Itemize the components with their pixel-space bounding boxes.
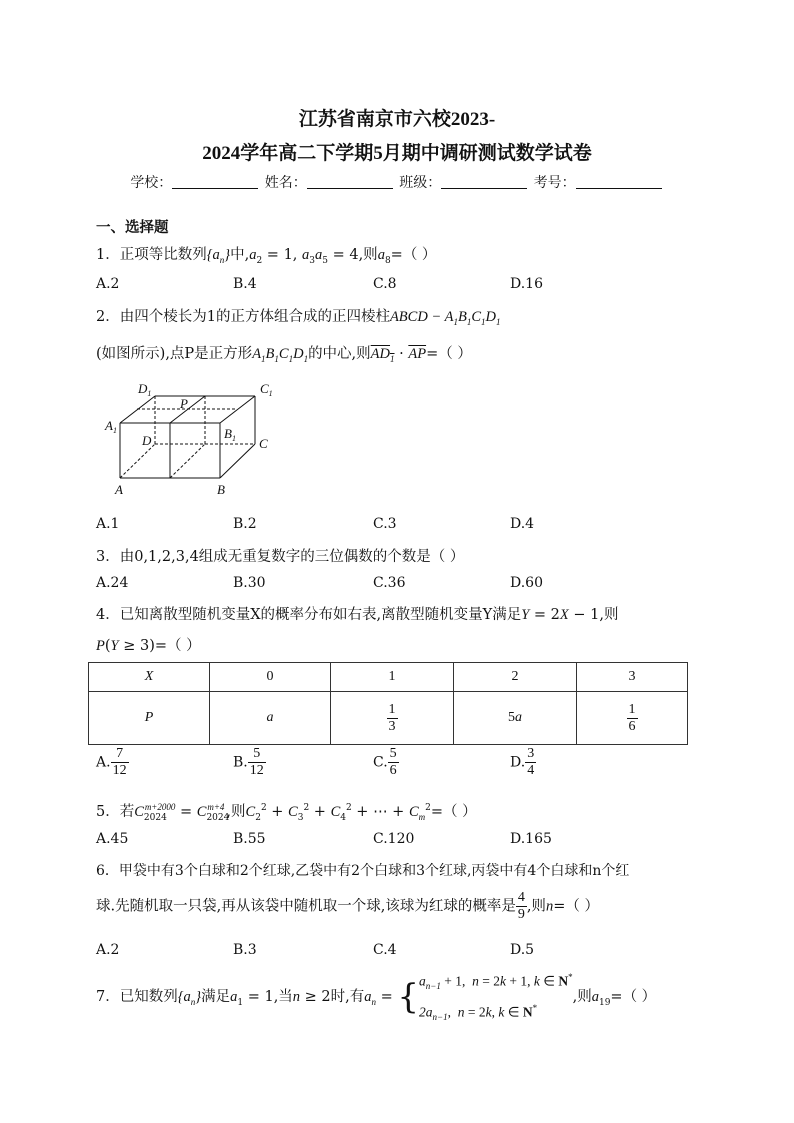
- name-blank[interactable]: [307, 174, 393, 189]
- q3-stem: 3．由0,1,2,3,4组成无重复数字的三位偶数的个数是（ ）: [96, 549, 465, 565]
- q5-option-d[interactable]: D.165: [510, 831, 552, 847]
- q6-option-d[interactable]: D.5: [510, 942, 535, 958]
- q4-option-c[interactable]: C. $\frac{5}{6}$: [373, 746, 397, 778]
- label-c: C: [259, 436, 268, 451]
- label-p: P: [180, 396, 188, 411]
- exam-title-line2: 2024学年高二下学期5月期中调研测试数学试卷: [202, 143, 592, 164]
- q5-option-a[interactable]: A.45: [96, 831, 129, 847]
- name-label: 姓名：: [264, 175, 307, 191]
- q3-option-a[interactable]: A.24: [96, 575, 129, 591]
- q1-stem: 1．正项等比数列$\{a_n\}$中$,a_2 = 1$, $a_3a_5 = 4$,则$a_8=$（ ）: [96, 247, 437, 266]
- label-b: B: [217, 482, 225, 497]
- q3-option-d[interactable]: D.60: [510, 575, 543, 591]
- q6-option-c[interactable]: C.4: [373, 942, 397, 958]
- q3-option-c[interactable]: C.36: [373, 575, 406, 591]
- q4-stem-line2: P(Y ≥ 3)=（ ）: [96, 638, 201, 654]
- q6-option-b[interactable]: B.3: [233, 942, 257, 958]
- label-a: A: [115, 482, 123, 497]
- table-cell: P: [89, 692, 210, 745]
- q7-stem: 7．已知数列$\{a_n\}$满足$a_1 = 1$,当n ≥ 2时,有$a_n$ = { $a_{n-1} + 1$, n = 2k + 1, k ∈ N* $2a_{n-1}$, n = 2k, k ∈ N* ,则$a_{19}=$（ ）: [96, 972, 657, 1023]
- table-row: [89, 692, 688, 745]
- table-cell: $\frac{1}{3}$: [331, 692, 454, 745]
- label-a1: $A_1$: [105, 418, 117, 435]
- class-blank[interactable]: [441, 174, 527, 189]
- q1-option-b[interactable]: B.4: [233, 276, 257, 292]
- exam-number-label: 考号：: [533, 175, 576, 191]
- q5-option-c[interactable]: C.120: [373, 831, 415, 847]
- school-label: 学校：: [130, 175, 173, 191]
- q1-option-c[interactable]: C.8: [373, 276, 397, 292]
- label-d: D: [142, 433, 152, 448]
- q6-stem-line2: 球.先随机取一只袋,再从该袋中随机取一个球,该球为红球的概率是 $\frac{4}{9}$ ,则n=（ ）: [96, 890, 599, 922]
- table-cell: X: [89, 663, 210, 692]
- q2-option-c[interactable]: C.3: [373, 516, 397, 532]
- label-b1: $B_1$: [224, 426, 236, 443]
- school-blank[interactable]: [172, 174, 258, 189]
- table-row: [89, 663, 688, 692]
- exam-title-line1: 江苏省南京市六校2023-: [298, 109, 496, 130]
- q2-option-a[interactable]: A.1: [96, 516, 120, 532]
- q6-option-a[interactable]: A.2: [96, 942, 120, 958]
- q4-option-b[interactable]: B. $\frac{5}{12}$: [233, 746, 264, 778]
- q1-option-d[interactable]: D.16: [510, 276, 543, 292]
- table-cell: a: [210, 692, 331, 745]
- q4-option-d[interactable]: D. $\frac{3}{4}$: [510, 746, 535, 778]
- q6-stem-line1: 6．甲袋中有3个白球和2个红球,乙袋中有2个白球和3个红球,丙袋中有4个白球和n个红: [96, 863, 630, 879]
- label-c1: $C_1$: [260, 381, 273, 398]
- table-cell: 1: [331, 663, 454, 692]
- prism-figure: [100, 378, 280, 500]
- q1-option-a[interactable]: A.2: [96, 276, 120, 292]
- student-info-row: [0, 172, 794, 192]
- q2-option-b[interactable]: B.2: [233, 516, 257, 532]
- table-cell: 5a: [454, 692, 577, 745]
- q2-stem-line2: (如图所示),点P是正方形$A_1B_1C_1D_1$的中心,则$AD_1 \cdot \overline{AP}=$（ ）: [96, 346, 472, 364]
- table-cell: 0: [210, 663, 331, 692]
- q2-stem-line1: 2．由四个棱长为1的正方体组合成的正四棱柱ABCD − $A_1B_1C_1D_1$: [96, 309, 501, 327]
- distribution-table: [88, 662, 688, 745]
- q5-stem: 5．若$C_{2024}^{m+2000} = C_{2024}^{m+4}$ ,则$C_2^2 + C_3^2 + C_4^2$ + ⋯ + $C_m^2=$（ ）: [96, 802, 477, 823]
- section-heading: 一、选择题: [96, 219, 169, 236]
- q3-option-b[interactable]: B.30: [233, 575, 266, 591]
- q4-stem-line1: 4．已知离散型随机变量X的概率分布如右表,离散型随机变量Y满足Y = 2X − 1,则: [96, 607, 619, 623]
- table-cell: 3: [577, 663, 688, 692]
- class-label: 班级：: [399, 175, 442, 191]
- q2-option-d[interactable]: D.4: [510, 516, 535, 532]
- label-d1: $D_1$: [138, 381, 152, 398]
- q4-option-a[interactable]: A. $\frac{7}{12}$: [96, 746, 127, 778]
- table-cell: $\frac{1}{6}$: [577, 692, 688, 745]
- q5-option-b[interactable]: B.55: [233, 831, 266, 847]
- exam-number-blank[interactable]: [576, 174, 662, 189]
- table-cell: 2: [454, 663, 577, 692]
